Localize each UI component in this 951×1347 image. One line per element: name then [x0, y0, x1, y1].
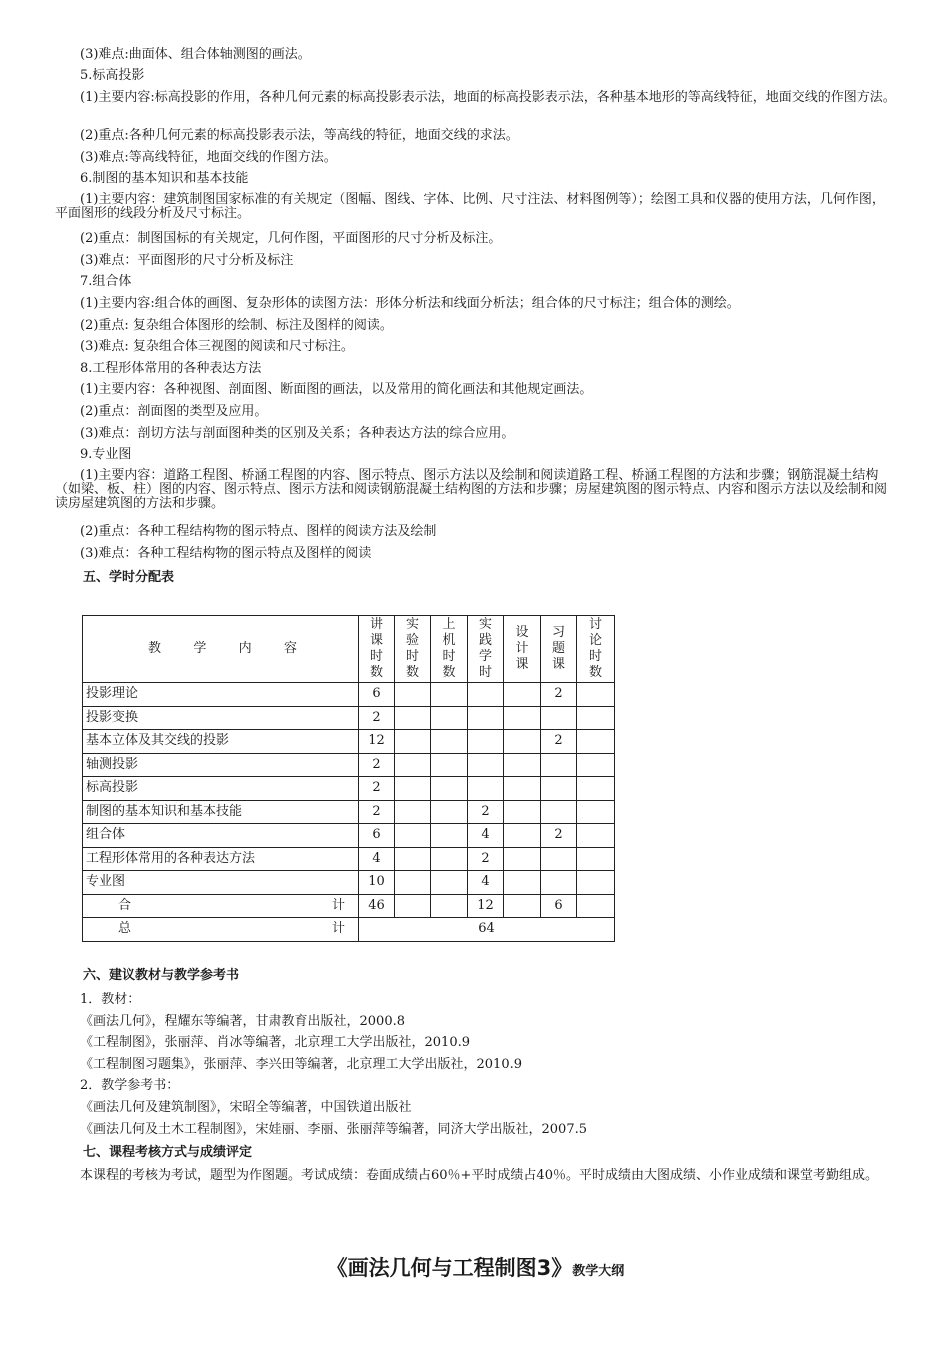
- table-cell: [468, 683, 504, 707]
- table-cell: 2: [468, 800, 504, 824]
- row-label: 制图的基本知识和基本技能: [83, 800, 359, 824]
- table-row: [83, 847, 615, 871]
- table-cell: 2: [359, 777, 395, 801]
- row-label: 专业图: [83, 871, 359, 895]
- header-char: 学: [193, 641, 207, 656]
- row-label: 工程形体常用的各种表达方法: [83, 847, 359, 871]
- total-value: 64: [359, 918, 615, 942]
- section-heading: 七、课程考核方式与成绩评定: [83, 1145, 253, 1160]
- table-cell: 12: [468, 894, 504, 918]
- table-cell: 4: [359, 847, 395, 871]
- table-cell: 2: [468, 847, 504, 871]
- header-design-class: 设计课: [504, 616, 541, 683]
- hours-table: [82, 615, 615, 942]
- table-cell: 2: [359, 753, 395, 777]
- table-row: [83, 683, 615, 707]
- header-lecture-hours: 讲课时数: [359, 616, 395, 683]
- table-cell: [431, 871, 468, 895]
- text-line: (3)难点：剖切方法与剖面图种类的区别及关系；各种表达方法的综合应用。: [80, 426, 515, 441]
- book-line: 1．教材：: [80, 992, 141, 1007]
- text-paragraph: (1)主要内容:标高投影的作用，各种几何元素的标高投影表示法，地面的标高投影表示法，各种基本地形的等高线特征，地面交线的作图方法。: [80, 90, 896, 105]
- subheading: 5.标高投影: [80, 68, 145, 83]
- table-cell: 46: [359, 894, 395, 918]
- subtotal-label: [83, 894, 359, 918]
- table-cell: [431, 894, 468, 918]
- table-cell: [577, 683, 615, 707]
- table-cell: 2: [541, 683, 577, 707]
- table-cell: [468, 753, 504, 777]
- book-line: 《画法几何》，程耀东等编著，甘肃教育出版社，2000.8: [80, 1014, 405, 1029]
- row-label: 基本立体及其交线的投影: [83, 730, 359, 754]
- table-cell: 2: [541, 824, 577, 848]
- title-sub: 教学大纲: [572, 1264, 625, 1279]
- table-cell: [395, 847, 431, 871]
- table-cell: [504, 847, 541, 871]
- subheading: 6.制图的基本知识和基本技能: [80, 171, 249, 186]
- table-cell: 6: [359, 683, 395, 707]
- text-line: (3)难点：各种工程结构物的图示特点及图样的阅读: [80, 546, 372, 561]
- table-cell: [577, 777, 615, 801]
- total-label-a: 总: [118, 921, 132, 937]
- section-heading: 五、学时分配表: [83, 570, 175, 585]
- text-line: (3)难点：平面图形的尺寸分析及标注: [80, 253, 294, 268]
- table-cell: [504, 730, 541, 754]
- row-label: 组合体: [83, 824, 359, 848]
- text-line: (2)重点：各种工程结构物的图示特点、图样的阅读方法及绘制: [80, 524, 437, 539]
- table-cell: [541, 871, 577, 895]
- table-cell: [504, 753, 541, 777]
- header-computer-hours: 上机时数: [431, 616, 468, 683]
- table-cell: [468, 777, 504, 801]
- table-cell: [504, 871, 541, 895]
- header-exercise-class: 习题课: [541, 616, 577, 683]
- subheading: 8.工程形体常用的各种表达方法: [80, 361, 262, 376]
- subheading: 7.组合体: [80, 274, 132, 289]
- table-cell: [504, 706, 541, 730]
- table-cell: [541, 753, 577, 777]
- table-cell: [468, 706, 504, 730]
- text-line: (2)重点: 复杂组合体图形的绘制、标注及图样的阅读。: [80, 318, 393, 333]
- text-line: (1)主要内容：各种视图、剖面图、断面图的画法，以及常用的简化画法和其他规定画法。: [80, 382, 593, 397]
- table-cell: [395, 753, 431, 777]
- table-row: [83, 753, 615, 777]
- table-cell: 12: [359, 730, 395, 754]
- text-line: (3)难点:等高线特征，地面交线的作图方法。: [80, 150, 337, 165]
- subtotal-label-a: 合: [118, 897, 132, 913]
- table-row: [83, 777, 615, 801]
- book-line: 《工程制图习题集》，张丽萍、李兴田等编著，北京理工大学出版社，2010.9: [80, 1057, 522, 1072]
- table-cell: 4: [468, 824, 504, 848]
- table-cell: [541, 800, 577, 824]
- table-cell: [431, 847, 468, 871]
- table-cell: [395, 800, 431, 824]
- table-cell: [577, 824, 615, 848]
- table-cell: 4: [468, 871, 504, 895]
- table-cell: [504, 800, 541, 824]
- row-label: 轴测投影: [83, 753, 359, 777]
- table-cell: [541, 777, 577, 801]
- table-cell: [395, 730, 431, 754]
- section-heading: 六、建议教材与教学参考书: [83, 968, 240, 983]
- header-lab-hours: 实验时数: [395, 616, 431, 683]
- table-cell: [468, 730, 504, 754]
- title-main: 《画法几何与工程制图3》: [326, 1256, 573, 1280]
- table-cell: [431, 683, 468, 707]
- row-label: 投影变换: [83, 706, 359, 730]
- table-cell: [431, 800, 468, 824]
- total-row: [83, 918, 615, 942]
- table-row: [83, 730, 615, 754]
- table-cell: [577, 871, 615, 895]
- total-label: [83, 918, 359, 942]
- table-cell: 2: [541, 730, 577, 754]
- subheading: 9.专业图: [80, 447, 132, 462]
- table-cell: [395, 824, 431, 848]
- next-syllabus-title: [0, 1252, 951, 1282]
- text-line: (2)重点:各种几何元素的标高投影表示法，等高线的特征，地面交线的求法。: [80, 128, 519, 143]
- table-cell: 2: [359, 800, 395, 824]
- book-line: 《画法几何及建筑制图》，宋昭全等编著，中国铁道出版社: [80, 1100, 412, 1115]
- table-cell: [504, 894, 541, 918]
- table-cell: [431, 706, 468, 730]
- table-cell: [395, 894, 431, 918]
- table-cell: [395, 683, 431, 707]
- table-cell: [577, 730, 615, 754]
- text-line: (3)难点: 复杂组合体三视图的阅读和尺寸标注。: [80, 339, 354, 354]
- table-cell: [431, 730, 468, 754]
- table-row: [83, 824, 615, 848]
- row-label: 投影理论: [83, 683, 359, 707]
- text-line: (2)重点：剖面图的类型及应用。: [80, 404, 268, 419]
- table-cell: 2: [359, 706, 395, 730]
- total-label-b: 计: [331, 921, 345, 937]
- book-line: 《画法几何及土木工程制图》，宋娃丽、李丽、张丽萍等编著，同济大学出版社，2007.5: [80, 1122, 587, 1137]
- header-char: 容: [283, 641, 297, 656]
- row-label: 标高投影: [83, 777, 359, 801]
- table-cell: 6: [541, 894, 577, 918]
- table-cell: [431, 777, 468, 801]
- text-line: (1)主要内容:组合体的画图、复杂形体的读图方法：形体分析法和线面分析法；组合体的尺寸标注；组合体的测绘。: [80, 296, 740, 311]
- header-discussion-hours: 讨论时数: [577, 616, 615, 683]
- table-cell: 10: [359, 871, 395, 895]
- table-cell: [541, 706, 577, 730]
- table-cell: [395, 706, 431, 730]
- subtotal-label-b: 计: [331, 897, 345, 913]
- text-line: (3)难点:曲面体、组合体轴测图的画法。: [80, 47, 311, 62]
- table-cell: [577, 847, 615, 871]
- book-line: 《工程制图》，张丽萍、肖冰等编著，北京理工大学出版社，2010.9: [80, 1035, 470, 1050]
- table-cell: [504, 824, 541, 848]
- table-row: [83, 871, 615, 895]
- header-char: 教: [148, 641, 162, 656]
- table-cell: [577, 753, 615, 777]
- table-cell: [395, 777, 431, 801]
- header-char: 内: [238, 641, 252, 656]
- table-header-row: [83, 616, 615, 683]
- header-practice-hours: 实践学时: [468, 616, 504, 683]
- header-content: [83, 616, 359, 683]
- table-cell: [431, 824, 468, 848]
- table-cell: [395, 871, 431, 895]
- table-cell: [504, 683, 541, 707]
- table-cell: [431, 753, 468, 777]
- table-cell: [541, 847, 577, 871]
- text-paragraph: (1)主要内容：道路工程图、桥涵工程图的内容、图示特点、图示方法以及绘制和阅读道路工程、桥涵工程图的方法和步骤；钢筋混凝土结构（如梁、板、柱）图的内容、图示特点、图示方法和阅读钢筋混凝土结构图的方法和步骤；房屋建筑图的图示特点、内容和图示方法以及绘制和阅读房屋建筑图的方法和步骤。: [55, 468, 888, 511]
- table-cell: [577, 800, 615, 824]
- book-line: 2．教学参考书：: [80, 1078, 180, 1093]
- table-cell: [577, 894, 615, 918]
- text-paragraph: (1)主要内容：建筑制图国家标准的有关规定（图幅、图线、字体、比例、尺寸注法、材料图例等）；绘图工具和仪器的使用方法，几何作图，平面图形的线段分析及尺寸标注。: [55, 192, 885, 221]
- text-line: (2)重点：制图国标的有关规定，几何作图，平面图形的尺寸分析及标注。: [80, 231, 502, 246]
- assessment-paragraph: 本课程的考核为考试，题型为作图题。考试成绩：卷面成绩占60％+平时成绩占40％。平时成绩由大图成绩、小作业成绩和课堂考勤组成。: [80, 1168, 878, 1183]
- table-cell: [504, 777, 541, 801]
- table-row: [83, 800, 615, 824]
- table-row: [83, 706, 615, 730]
- table-cell: [577, 706, 615, 730]
- subtotal-row: [83, 894, 615, 918]
- table-cell: 6: [359, 824, 395, 848]
